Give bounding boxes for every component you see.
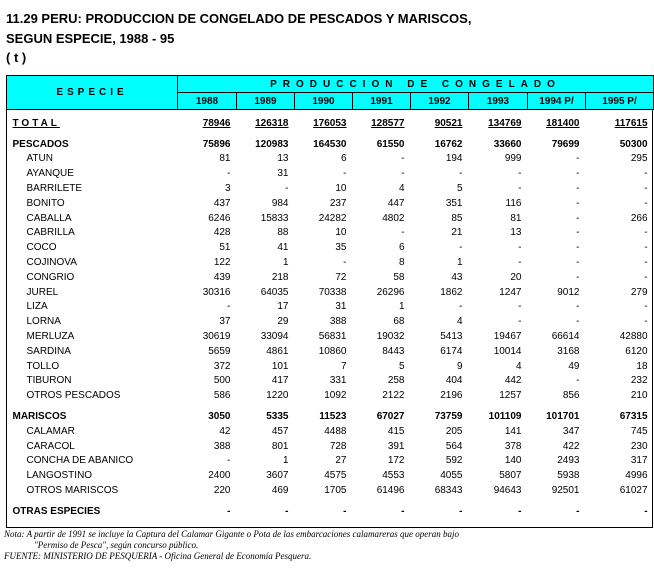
table-row	[7, 166, 654, 181]
table-cell: 8	[398, 257, 405, 269]
table-row	[7, 196, 654, 211]
table-cell: -	[644, 168, 648, 180]
total-row	[7, 116, 654, 131]
row-label: CONCHA DE ABANICO	[26, 455, 134, 467]
table-cell: 33094	[260, 331, 289, 343]
row-label: PESCADOS	[12, 138, 69, 150]
table-cell: 586	[213, 390, 231, 402]
table-cell: 19032	[376, 331, 405, 343]
row-label: TOTAL	[12, 117, 60, 129]
table-cell: 317	[630, 455, 648, 467]
table-row	[7, 483, 654, 498]
table-cell: -	[518, 183, 522, 195]
table-cell: -	[576, 242, 580, 254]
table-cell: -	[343, 257, 347, 269]
table-cell: 72	[335, 271, 347, 283]
table-cell: 3168	[557, 345, 580, 357]
table-cell: 19467	[493, 331, 522, 343]
row-label: BARRILETE	[26, 183, 83, 195]
table-cell: 5659	[208, 345, 231, 357]
table-cell: 437	[213, 197, 231, 209]
table-cell: 73759	[434, 411, 463, 423]
row-label: CONGRIO	[26, 271, 75, 283]
table-cell: 415	[387, 425, 405, 437]
row-label: ATUN	[26, 153, 53, 165]
table-cell: 4861	[266, 345, 289, 357]
table-cell: 11523	[319, 411, 347, 423]
table-cell: -	[576, 168, 580, 180]
table-cell: 128577	[371, 117, 405, 129]
table-row	[7, 374, 654, 389]
table-cell: 2122	[382, 390, 405, 402]
table-cell: 67027	[376, 411, 405, 423]
table-row	[7, 454, 654, 469]
table-cell: 347	[562, 425, 580, 437]
table-cell: 10014	[493, 345, 522, 357]
row-label: AYANQUE	[26, 168, 74, 180]
table-cell: 49	[568, 360, 580, 372]
table-cell: 1705	[324, 485, 347, 497]
row-label: COJINOVA	[26, 257, 77, 269]
table-cell: -	[518, 257, 522, 269]
table-cell: 1257	[499, 390, 522, 402]
row-label: OTROS PESCADOS	[26, 390, 121, 402]
table-cell: 417	[271, 375, 289, 387]
table-row	[7, 285, 654, 300]
table-cell: 101	[271, 360, 289, 372]
table-cell: -	[576, 257, 580, 269]
group-row-mariscos	[7, 409, 654, 424]
table-cell: 457	[271, 425, 289, 437]
table-cell: 68343	[434, 485, 463, 497]
table-row	[7, 240, 654, 255]
table-cell: 92501	[551, 485, 580, 497]
data-table	[6, 75, 654, 519]
table-cell: 2400	[208, 470, 231, 482]
table-cell: 30619	[202, 331, 231, 343]
table-cell: 295	[630, 153, 648, 165]
table-cell: 439	[213, 271, 231, 283]
table-cell: 41	[277, 242, 289, 254]
table-cell: 15833	[260, 212, 289, 224]
table-cell: 126318	[255, 117, 289, 129]
table-cell: 33660	[493, 138, 522, 150]
table-cell: 220	[213, 485, 231, 497]
header-year: 1989	[237, 93, 295, 110]
table-cell: 6	[340, 153, 347, 165]
table-cell: 999	[504, 153, 522, 165]
table-cell: -	[518, 505, 522, 517]
row-label: OTRAS ESPECIES	[12, 505, 101, 517]
table-cell: 205	[445, 425, 463, 437]
table-cell: 9012	[557, 286, 580, 298]
table-cell: 5807	[499, 470, 522, 482]
table-cell: -	[343, 168, 347, 180]
table-row	[7, 181, 654, 196]
table-cell: 1	[282, 257, 289, 269]
row-label: COCO	[26, 242, 57, 254]
table-cell: 37	[219, 316, 231, 328]
table-cell: 428	[213, 227, 231, 239]
table-cell: -	[644, 301, 648, 313]
table-cell: 4575	[324, 470, 347, 482]
table-cell: 1220	[266, 390, 289, 402]
group-row-pescados	[7, 137, 654, 152]
table-cell: -	[518, 301, 522, 313]
table-cell: 122	[213, 257, 231, 269]
table-cell: 13	[277, 153, 289, 165]
row-label: LIZA	[26, 301, 48, 313]
header-year: 1991	[353, 93, 411, 110]
table-title: 11.29 PERU: PRODUCCION DE CONGELADO DE PESCADOS Y MARISCOS,	[6, 11, 472, 26]
table-cell: -	[644, 316, 648, 328]
table-cell: 6174	[440, 345, 463, 357]
table-cell: 1	[398, 301, 405, 313]
table-cell: -	[644, 505, 648, 517]
table-cell: 4488	[324, 425, 347, 437]
row-label: SARDINA	[26, 345, 71, 357]
table-cell: 5413	[440, 331, 463, 343]
table-cell: 29	[277, 316, 289, 328]
table-cell: 218	[271, 271, 289, 283]
table-cell: 43	[451, 271, 463, 283]
note-line-2: "Permiso de Pesca", según concurso público.	[34, 540, 199, 550]
row-label: LORNA	[26, 316, 61, 328]
table-cell: 56831	[318, 331, 347, 343]
table-cell: -	[343, 505, 347, 517]
table-cell: 117615	[614, 117, 648, 129]
table-row	[7, 226, 654, 241]
table-cell: -	[576, 212, 580, 224]
table-cell: 469	[271, 485, 289, 497]
table-cell: 5	[456, 183, 463, 195]
table-cell: -	[576, 301, 580, 313]
header-year: 1988	[178, 93, 237, 110]
table-cell: 4553	[382, 470, 405, 482]
table-cell: -	[459, 242, 463, 254]
table-cell: 6	[398, 242, 405, 254]
table-cell: 237	[329, 197, 347, 209]
table-cell: 3050	[208, 411, 231, 423]
table-cell: 1092	[324, 390, 347, 402]
table-cell: 6246	[208, 212, 231, 224]
table-cell: 81	[510, 212, 522, 224]
table-subtitle: SEGUN ESPECIE, 1988 - 95	[6, 31, 175, 46]
table-cell: 79699	[551, 138, 580, 150]
table-cell: 10	[335, 227, 347, 239]
table-cell: 500	[213, 375, 231, 387]
row-label: JUREL	[26, 286, 59, 298]
row-label: TOLLO	[26, 360, 60, 372]
table-cell: 24282	[318, 212, 347, 224]
table-row	[7, 388, 654, 403]
table-row	[7, 255, 654, 270]
table-cell: -	[576, 316, 580, 328]
table-cell: 6120	[625, 345, 648, 357]
row-label: TIBURON	[26, 375, 72, 387]
table-cell: 378	[504, 440, 522, 452]
table-cell: 1862	[440, 286, 463, 298]
table-cell: 1247	[499, 286, 522, 298]
table-cell: 58	[393, 271, 405, 283]
table-cell: -	[644, 242, 648, 254]
table-cell: 88	[277, 227, 289, 239]
header-especie: ESPECIE	[7, 76, 178, 110]
table-cell: 61496	[376, 485, 405, 497]
table-cell: 3607	[266, 470, 289, 482]
table-cell: 442	[504, 375, 522, 387]
table-cell: 388	[213, 440, 231, 452]
table-cell: -	[518, 242, 522, 254]
table-row	[7, 314, 654, 329]
table-cell: 388	[329, 316, 347, 328]
header-year: 1995 P/	[586, 93, 654, 110]
table-cell: 404	[445, 375, 463, 387]
group-row-otras	[7, 504, 654, 519]
table-row	[7, 359, 654, 374]
table-cell: 2493	[557, 455, 580, 467]
table-cell: 1	[282, 455, 289, 467]
table-cell: 101701	[546, 411, 580, 423]
table-cell: 67315	[619, 411, 648, 423]
table-cell: 230	[630, 440, 648, 452]
row-label: BONITO	[26, 197, 65, 209]
table-cell: 120983	[255, 138, 289, 150]
table-cell: 27	[335, 455, 347, 467]
row-label: CABRILLA	[26, 227, 75, 239]
table-row	[7, 270, 654, 285]
row-label: MERLUZA	[26, 331, 75, 343]
table-cell: 17	[277, 301, 289, 313]
table-cell: 94643	[493, 485, 522, 497]
table-cell: -	[576, 375, 580, 387]
table-cell: 10	[335, 183, 347, 195]
table-cell: -	[459, 301, 463, 313]
table-cell: 422	[562, 440, 580, 452]
table-cell: 564	[445, 440, 463, 452]
table-cell: -	[518, 168, 522, 180]
table-row	[7, 329, 654, 344]
table-cell: -	[576, 153, 580, 165]
table-cell: 984	[271, 197, 289, 209]
table-cell: -	[576, 197, 580, 209]
table-cell: 50300	[619, 138, 648, 150]
header-year: 1993	[469, 93, 528, 110]
table-cell: 42	[219, 425, 231, 437]
row-label: CARACOL	[26, 440, 75, 452]
table-cell: 4	[515, 360, 522, 372]
table-row	[7, 152, 654, 167]
table-cell: 64035	[260, 286, 289, 298]
table-cell: -	[644, 197, 648, 209]
table-body	[7, 110, 654, 519]
header-produccion: PRODUCCION DE CONGELADO	[178, 76, 654, 93]
table-cell: 141	[504, 425, 522, 437]
table-cell: 728	[329, 440, 347, 452]
row-label: CABALLA	[26, 212, 72, 224]
table-cell: 4	[398, 183, 405, 195]
table-cell: -	[459, 505, 463, 517]
table-cell: 20	[510, 271, 522, 283]
table-cell: 351	[445, 197, 463, 209]
table-cell: 447	[387, 197, 405, 209]
table-cell: 81	[219, 153, 231, 165]
table-cell: 5335	[266, 411, 289, 423]
table-cell: -	[459, 168, 463, 180]
table-cell: 51	[219, 242, 231, 254]
table-cell: 372	[213, 360, 231, 372]
table-row	[7, 424, 654, 439]
table-row	[7, 439, 654, 454]
table-cell: 90521	[434, 117, 463, 129]
table-cell: 70338	[318, 286, 347, 298]
note-line-1: Nota: A partir de 1991 se incluye la Captura del Calamar Gigante o Pota de las embarcaciones calamareras que operan bajo	[4, 529, 459, 539]
table-cell: 85	[451, 212, 463, 224]
header-year: 1992	[411, 93, 469, 110]
table-cell: -	[576, 505, 580, 517]
table-cell: 4055	[440, 470, 463, 482]
table-cell: 279	[630, 286, 648, 298]
table-cell: 266	[630, 212, 648, 224]
table-cell: 164530	[313, 138, 347, 150]
table-cell: 210	[630, 390, 648, 402]
table-cell: 258	[387, 375, 405, 387]
table-cell: 66614	[551, 331, 580, 343]
table-cell: 181400	[546, 117, 580, 129]
table-cell: -	[285, 505, 289, 517]
table-row	[7, 211, 654, 226]
row-label: LANGOSTINO	[26, 470, 93, 482]
table-cell: -	[576, 227, 580, 239]
table-cell: 10860	[318, 345, 347, 357]
table-cell: 176053	[313, 117, 347, 129]
table-cell: 5938	[557, 470, 580, 482]
table-cell: 5	[398, 360, 405, 372]
table-cell: 31	[335, 301, 347, 313]
table-row	[7, 300, 654, 315]
row-label: MARISCOS	[12, 411, 67, 423]
table-cell: 140	[504, 455, 522, 467]
table-row	[7, 468, 654, 483]
row-label: CALAMAR	[26, 425, 75, 437]
table-cell: 18	[636, 360, 648, 372]
table-cell: -	[644, 183, 648, 195]
table-cell: 745	[630, 425, 648, 437]
table-cell: -	[576, 271, 580, 283]
header-year: 1994 P/	[528, 93, 586, 110]
table-cell: 31	[277, 168, 289, 180]
table-cell: 4802	[382, 212, 405, 224]
table-cell: -	[518, 316, 522, 328]
table-cell: 116	[505, 197, 522, 209]
table-cell: 61027	[619, 485, 648, 497]
table-cell: 3	[224, 183, 231, 195]
table-cell: -	[401, 505, 405, 517]
table-cell: 2196	[440, 390, 463, 402]
table-cell: 101109	[488, 411, 522, 423]
table-cell: 194	[445, 153, 463, 165]
table-cell: 331	[329, 375, 347, 387]
row-label: OTROS MARISCOS	[26, 485, 119, 497]
table-cell: 68	[393, 316, 405, 328]
table-cell: 75896	[202, 138, 231, 150]
table-cell: 16762	[434, 138, 463, 150]
table-cell: -	[227, 505, 231, 517]
table-cell: 78946	[202, 117, 231, 129]
table-cell: -	[401, 227, 405, 239]
table-cell: 7	[340, 360, 347, 372]
table-cell: -	[285, 183, 289, 195]
table-cell: -	[644, 227, 648, 239]
table-cell: 42880	[619, 331, 648, 343]
table-cell: 4	[456, 316, 463, 328]
table-notes	[4, 529, 459, 562]
table-cell: -	[227, 455, 231, 467]
table-cell: -	[401, 153, 405, 165]
header-year: 1990	[295, 93, 353, 110]
table-cell: -	[401, 168, 405, 180]
table-cell: -	[227, 168, 231, 180]
table-cell: 801	[271, 440, 289, 452]
table-cell: -	[644, 271, 648, 283]
table-cell: 391	[387, 440, 405, 452]
table-cell: -	[227, 301, 231, 313]
table-cell: 592	[445, 455, 463, 467]
table-cell: 9	[456, 360, 463, 372]
table-cell: 30316	[202, 286, 231, 298]
table-cell: 26296	[376, 286, 405, 298]
table-cell: 21	[451, 227, 463, 239]
table-cell: 1	[456, 257, 463, 269]
table-cell: 4996	[625, 470, 648, 482]
source-line: FUENTE: MINISTERIO DE PESQUERIA - Oficina General de Economía Pesquera.	[4, 551, 312, 561]
table-cell: 856	[562, 390, 580, 402]
table-cell: 35	[335, 242, 347, 254]
table-cell: 232	[630, 375, 648, 387]
table-cell: 134769	[488, 117, 522, 129]
table-row	[7, 344, 654, 359]
table-cell: 172	[387, 455, 405, 467]
table-cell: 13	[510, 227, 522, 239]
table-units: ( t )	[6, 50, 27, 65]
table-cell: -	[576, 183, 580, 195]
table-cell: 8443	[382, 345, 405, 357]
table-cell: 61550	[376, 138, 405, 150]
table-cell: -	[644, 257, 648, 269]
